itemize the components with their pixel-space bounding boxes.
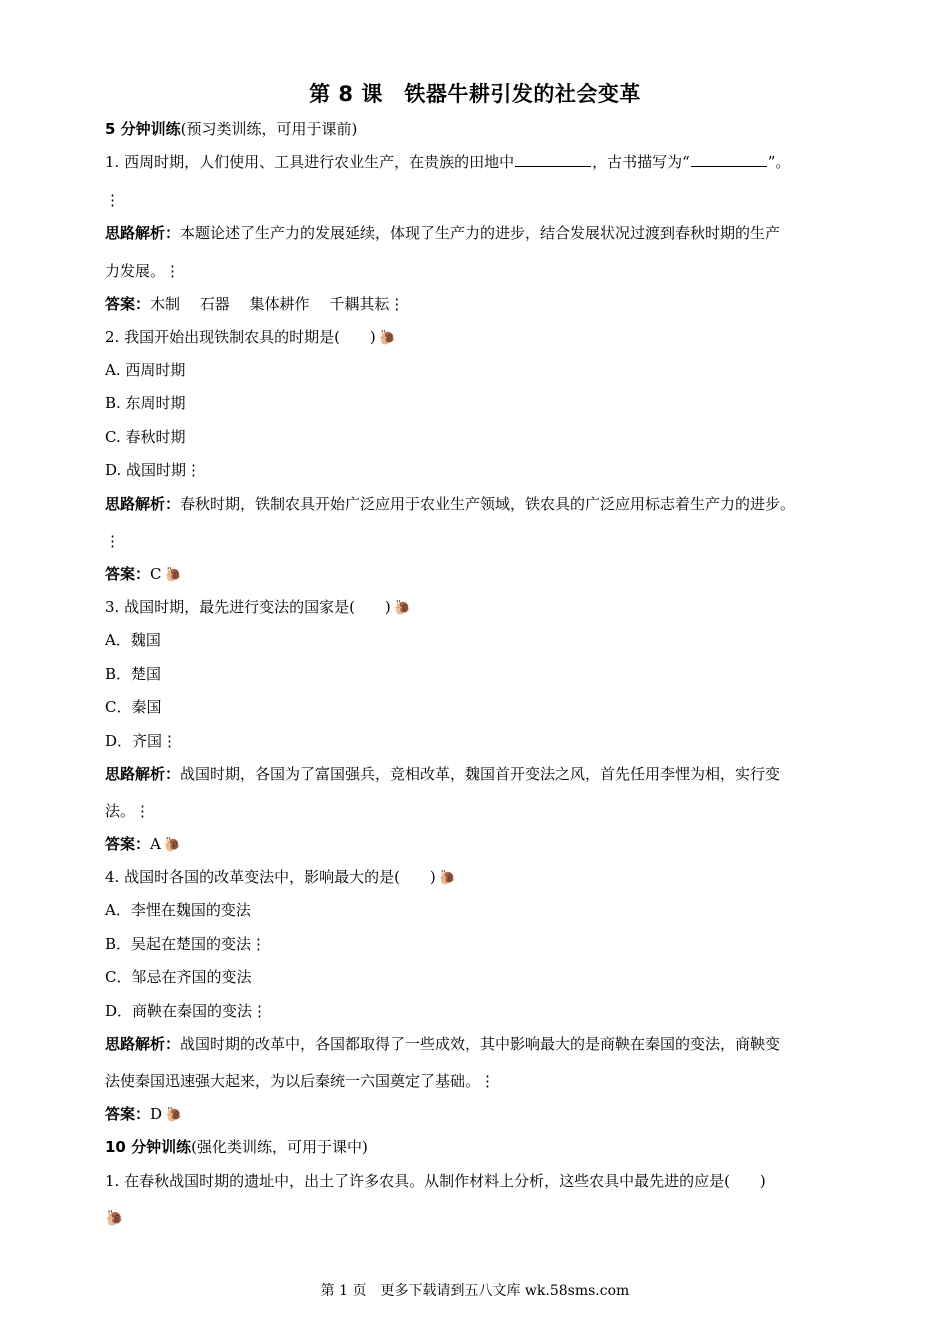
answer-4: 答案：D 🐌 xyxy=(105,1105,183,1123)
option-3b: B．楚国 xyxy=(105,665,162,683)
answer-2: 答案：C 🐌 xyxy=(105,565,182,583)
question-1-text: 1. 西周时期，人们使用、工具进行农业生产，在贵族的田地中 ，古书描写为“ ”。 xyxy=(105,153,791,171)
analysis-1-cont: 力发展。⋮ xyxy=(105,262,181,280)
snail-icon: 🐌 xyxy=(378,330,397,346)
answer-blank-1 xyxy=(515,152,591,167)
continuation-mark: ⋮ xyxy=(105,191,120,209)
analysis-1: 思路解析：本题论述了生产力的发展延续，体现了生产力的进步，结合发展状况过渡到春秋时期的生产 xyxy=(105,224,781,242)
snail-icon: 🐌 xyxy=(163,837,182,853)
question-s2-1-text: 1. 在春秋战国时期的遗址中，出土了许多农具。从制作材料上分析，这些农具中最先进的应是( ) xyxy=(105,1172,766,1190)
answer-3: 答案：A 🐌 xyxy=(105,835,182,853)
snail-icon: 🐌 xyxy=(393,600,412,616)
snail-icon: 🐌 xyxy=(164,567,182,583)
page-footer: 第 1 页 更多下载请到五八文库 wk.58sms.com xyxy=(320,1283,630,1299)
option-3d: D．齐国⋮ xyxy=(105,732,178,750)
snail-icon: 🐌 xyxy=(438,870,457,886)
snail-icon: 🐌 xyxy=(165,1107,183,1123)
option-2c: C. 春秋时期 xyxy=(105,428,186,446)
option-4c: C．邹忌在齐国的变法 xyxy=(105,968,252,986)
answer-1: 答案：木制 石器 集体耕作 千耦其耘⋮ xyxy=(105,295,405,313)
option-2b: B. 东周时期 xyxy=(105,394,186,412)
analysis-3-cont: 法。⋮ xyxy=(105,802,151,820)
question-2-text: 2. 我国开始出现铁制农具的时期是( ) 🐌 xyxy=(105,328,397,346)
section-header-1: 5 分钟训练(预习类训练，可用于课前) xyxy=(105,120,358,138)
option-4d: D．商鞅在秦国的变法⋮ xyxy=(105,1002,268,1020)
page-title: 第 8 课 铁器牛耕引发的社会变革 xyxy=(309,82,641,106)
analysis-3: 思路解析：战国时期，各国为了富国强兵，竞相改革，魏国首开变法之风，首先任用李悝为相，实行变 xyxy=(105,765,781,783)
question-4-text: 4. 战国时各国的改革变法中，影响最大的是( ) 🐌 xyxy=(105,868,457,886)
snail-icon: 🐌 xyxy=(105,1209,124,1227)
option-3a: A．魏国 xyxy=(105,631,161,649)
option-2d: D. 战国时期⋮ xyxy=(105,461,202,479)
analysis-4: 思路解析：战国时期的改革中，各国都取得了一些成效，其中影响最大的是商鞅在秦国的变法，商鞅变 xyxy=(105,1035,781,1053)
analysis-2: 思路解析：春秋时期，铁制农具开始广泛应用于农业生产领域，铁农具的广泛应用标志着生产力的进步。 xyxy=(105,495,796,513)
answer-blank-2 xyxy=(691,152,767,167)
section-header-2: 10 分钟训练(强化类训练，可用于课中) xyxy=(105,1138,368,1156)
option-4b: B．吴起在楚国的变法⋮ xyxy=(105,935,267,953)
analysis-4-cont: 法使秦国迅速强大起来，为以后秦统一六国奠定了基础。⋮ xyxy=(105,1072,496,1090)
option-2a: A. 西周时期 xyxy=(105,361,186,379)
option-3c: C．秦国 xyxy=(105,698,162,716)
question-3-text: 3. 战国时期，最先进行变法的国家是( ) 🐌 xyxy=(105,598,412,616)
option-4a: A．李悝在魏国的变法 xyxy=(105,901,251,919)
continuation-mark: ⋮ xyxy=(105,532,120,550)
